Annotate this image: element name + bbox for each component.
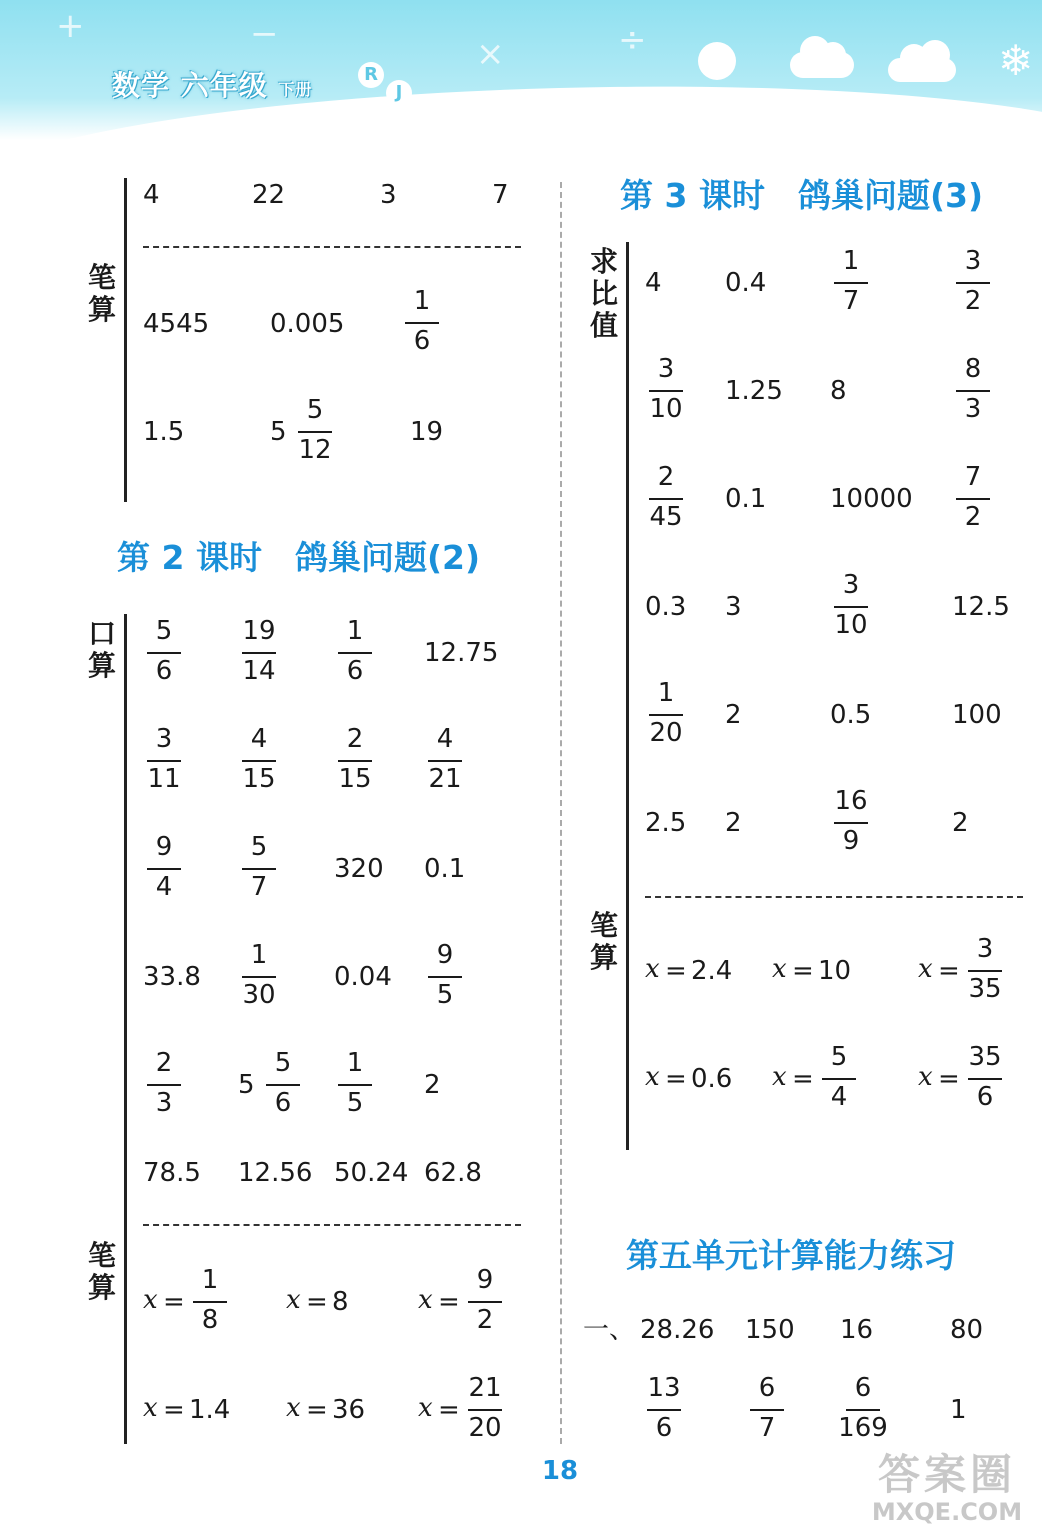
- equals-sign: =: [938, 956, 960, 986]
- denominator: 4: [830, 1082, 848, 1112]
- fraction-bar: [846, 1409, 880, 1411]
- numerator: 5: [830, 1042, 848, 1072]
- denominator: 30: [242, 980, 276, 1010]
- watermark-logo: [862, 1452, 1032, 1536]
- fraction: [948, 354, 998, 428]
- oral-calc-label: 口算: [87, 617, 116, 682]
- fraction: [139, 832, 189, 906]
- answer-value: 3: [725, 592, 742, 622]
- times-decoration-icon: ×: [476, 34, 505, 74]
- answer-value: 0.1: [424, 854, 466, 884]
- variable-x: x: [143, 1285, 158, 1315]
- denominator: 5: [346, 1088, 364, 1118]
- numerator: 9: [436, 940, 454, 970]
- denominator: 169: [838, 1413, 888, 1443]
- denominator: 3: [964, 394, 982, 424]
- numerator: 5: [306, 395, 324, 425]
- variable-x: x: [772, 954, 787, 984]
- fraction-bar: [147, 868, 181, 870]
- numerator: 1: [413, 286, 431, 316]
- whole-part: 5: [238, 1070, 255, 1100]
- numerator: 1: [250, 940, 268, 970]
- answer-value: 3: [380, 180, 397, 210]
- denominator: 6: [655, 1413, 673, 1443]
- equals-sign: =: [665, 956, 687, 986]
- answer-value: 50.24: [334, 1158, 409, 1188]
- fraction-bar: [242, 652, 276, 654]
- fraction: [139, 1048, 189, 1122]
- fraction: [330, 616, 380, 690]
- answer-value: 2.4: [691, 956, 733, 986]
- denominator: 6: [413, 326, 431, 356]
- lesson2-title: 第 2 课时 鸽巢问题(2): [117, 538, 481, 577]
- numerator: 1: [346, 616, 364, 646]
- numerator: 6: [854, 1373, 872, 1403]
- fraction-bar: [834, 606, 868, 608]
- numerator: 5: [155, 616, 173, 646]
- answer-value: 100: [952, 700, 1002, 730]
- fraction-bar: [428, 976, 462, 978]
- written-calc-label: 笔算: [589, 909, 618, 974]
- variable-x: x: [645, 1062, 660, 1092]
- fraction: [641, 354, 691, 428]
- answer-value: 80: [950, 1315, 984, 1345]
- equals-sign: =: [792, 1064, 814, 1094]
- fraction-bar: [147, 1084, 181, 1086]
- numerator: 3: [842, 570, 860, 600]
- answer-value: 8: [332, 1287, 349, 1317]
- fraction: [960, 1042, 1010, 1116]
- edition-badge-j: J: [386, 80, 412, 106]
- answer-value: 19: [410, 417, 444, 447]
- answer-value: 28.26: [640, 1315, 715, 1345]
- fraction-bar: [750, 1409, 784, 1411]
- equals-sign: =: [438, 1287, 460, 1317]
- fraction-bar: [647, 1409, 681, 1411]
- numerator: 7: [964, 462, 982, 492]
- fraction: [420, 724, 470, 798]
- denominator: 12: [298, 435, 332, 465]
- fraction: [826, 786, 876, 860]
- denominator: 15: [338, 764, 372, 794]
- numerator: 3: [155, 724, 173, 754]
- lesson3-title: 第 3 课时 鸽巢问题(3): [620, 176, 984, 215]
- fraction-bar: [956, 282, 990, 284]
- fraction-bar: [338, 1084, 372, 1086]
- denominator: 10: [834, 610, 868, 640]
- numerator: 4: [436, 724, 454, 754]
- section-rule: [124, 614, 127, 1444]
- written-calc-label: 笔算: [87, 261, 116, 326]
- numerator: 4: [250, 724, 268, 754]
- fraction-bar: [298, 431, 332, 433]
- fraction-bar: [242, 976, 276, 978]
- answer-value: 36: [332, 1395, 366, 1425]
- fraction: [234, 724, 284, 798]
- answer-value: 12.5: [952, 592, 1010, 622]
- denominator: 11: [147, 764, 181, 794]
- answer-value: 0.5: [830, 700, 872, 730]
- denominator: 7: [758, 1413, 776, 1443]
- variable-x: x: [418, 1393, 433, 1423]
- grade: 六年级: [180, 69, 268, 102]
- denominator: 20: [649, 718, 683, 748]
- numerator: 9: [476, 1265, 494, 1295]
- fraction-bar: [428, 760, 462, 762]
- fraction: [258, 1048, 308, 1122]
- fraction-bar: [968, 1078, 1002, 1080]
- denominator: 10: [649, 394, 683, 424]
- fraction-bar: [956, 390, 990, 392]
- fraction-bar: [193, 1301, 227, 1303]
- numerator: 16: [834, 786, 868, 816]
- answer-value: 4: [645, 268, 662, 298]
- column-divider: [560, 182, 562, 1444]
- fraction: [948, 462, 998, 536]
- answer-value: 0.4: [725, 268, 767, 298]
- answer-value: 4545: [143, 309, 210, 339]
- denominator: 7: [842, 286, 860, 316]
- snowflake-icon: ❄: [998, 36, 1034, 85]
- fraction-bar: [338, 652, 372, 654]
- fraction: [641, 678, 691, 752]
- answer-value: 4: [143, 180, 160, 210]
- denominator: 4: [155, 872, 173, 902]
- numerator: 8: [964, 354, 982, 384]
- book-title: [112, 64, 313, 104]
- answer-value: 0.1: [725, 484, 767, 514]
- variable-x: x: [418, 1285, 433, 1315]
- fraction: [641, 462, 691, 536]
- answer-value: 0.005: [270, 309, 345, 339]
- fraction: [742, 1373, 792, 1447]
- numerator: 1: [201, 1265, 219, 1295]
- numerator: 3: [657, 354, 675, 384]
- variable-x: x: [918, 954, 933, 984]
- answer-value: 0.6: [691, 1064, 733, 1094]
- answer-value: 16: [840, 1315, 874, 1345]
- whole-part: 5: [270, 417, 287, 447]
- fraction: [185, 1265, 235, 1339]
- variable-x: x: [918, 1062, 933, 1092]
- fraction: [234, 616, 284, 690]
- fraction-bar: [405, 322, 439, 324]
- fraction: [397, 286, 447, 360]
- section-rule: [124, 178, 127, 502]
- numerator: 21: [468, 1373, 502, 1403]
- numerator: 13: [647, 1373, 681, 1403]
- fraction: [948, 246, 998, 320]
- equals-sign: =: [938, 1064, 960, 1094]
- denominator: 6: [155, 656, 173, 686]
- numerator: 1: [657, 678, 675, 708]
- equals-sign: =: [438, 1395, 460, 1425]
- unit5-title: 第五单元计算能力练习: [626, 1236, 956, 1275]
- answer-value: 0.04: [334, 962, 392, 992]
- fraction-bar: [242, 760, 276, 762]
- answer-value: 10: [818, 956, 852, 986]
- subject: 数学: [112, 69, 171, 102]
- denominator: 21: [428, 764, 462, 794]
- answer-value: 12.56: [238, 1158, 313, 1188]
- fraction: [139, 616, 189, 690]
- denominator: 45: [649, 502, 683, 532]
- denominator: 20: [468, 1413, 502, 1443]
- answer-value: 2: [424, 1070, 441, 1100]
- variable-x: x: [286, 1393, 301, 1423]
- answer-value: 7: [492, 180, 509, 210]
- equals-sign: =: [792, 956, 814, 986]
- minus-decoration-icon: −: [250, 14, 279, 54]
- denominator: 7: [250, 872, 268, 902]
- cloud-icon: [888, 58, 956, 82]
- denominator: 2: [964, 502, 982, 532]
- fraction-bar: [649, 498, 683, 500]
- fraction: [826, 246, 876, 320]
- dashed-separator: [143, 246, 521, 248]
- fraction-bar: [822, 1078, 856, 1080]
- fraction-bar: [468, 1409, 502, 1411]
- numerator: 19: [242, 616, 276, 646]
- fraction-bar: [242, 868, 276, 870]
- fraction-bar: [968, 970, 1002, 972]
- answer-value: 1: [950, 1395, 967, 1425]
- fraction: [234, 940, 284, 1014]
- denominator: 15: [242, 764, 276, 794]
- numerator: 2: [346, 724, 364, 754]
- cloud-icon: [790, 52, 854, 78]
- fraction-bar: [468, 1301, 502, 1303]
- denominator: 3: [155, 1088, 173, 1118]
- denominator: 2: [476, 1305, 494, 1335]
- fraction: [460, 1373, 510, 1447]
- answer-value: 150: [745, 1315, 795, 1345]
- denominator: 6: [346, 656, 364, 686]
- answer-value: 10000: [830, 484, 913, 514]
- fraction: [960, 934, 1010, 1008]
- fraction: [139, 724, 189, 798]
- answer-value: 2.5: [645, 808, 687, 838]
- fraction-bar: [147, 652, 181, 654]
- watermark-text: 答案圈: [877, 1450, 1016, 1499]
- fraction-bar: [834, 822, 868, 824]
- answer-value: 62.8: [424, 1158, 482, 1188]
- fraction-bar: [147, 760, 181, 762]
- equals-sign: =: [306, 1395, 328, 1425]
- fraction-bar: [266, 1084, 300, 1086]
- numerator: 9: [155, 832, 173, 862]
- variable-x: x: [286, 1285, 301, 1315]
- answer-value: 22: [252, 180, 286, 210]
- fraction: [330, 724, 380, 798]
- numerator: 3: [976, 934, 994, 964]
- fraction: [639, 1373, 689, 1447]
- denominator: 9: [842, 826, 860, 856]
- fraction-bar: [649, 390, 683, 392]
- fraction: [814, 1042, 864, 1116]
- ratio-label: 求比值: [589, 245, 618, 342]
- fraction-bar: [338, 760, 372, 762]
- written-calc-label: 笔算: [87, 1239, 116, 1304]
- variable-x: x: [772, 1062, 787, 1092]
- sun-icon: [698, 42, 736, 80]
- numerator: 1: [346, 1048, 364, 1078]
- answer-value: 2: [725, 700, 742, 730]
- answer-value: 2: [952, 808, 969, 838]
- fraction: [838, 1373, 888, 1447]
- dashed-separator: [645, 896, 1023, 898]
- dashed-separator: [143, 1224, 521, 1226]
- divide-decoration-icon: ÷: [618, 20, 647, 60]
- numerator: 2: [657, 462, 675, 492]
- denominator: 8: [201, 1305, 219, 1335]
- variable-x: x: [143, 1393, 158, 1423]
- answer-value: 1.25: [725, 376, 783, 406]
- numerator: 1: [842, 246, 860, 276]
- answer-value: 8: [830, 376, 847, 406]
- numerator: 5: [250, 832, 268, 862]
- numerator: 3: [964, 246, 982, 276]
- denominator: 14: [242, 656, 276, 686]
- fraction: [330, 1048, 380, 1122]
- equals-sign: =: [665, 1064, 687, 1094]
- answer-value: 2: [725, 808, 742, 838]
- equals-sign: =: [163, 1287, 185, 1317]
- fraction: [826, 570, 876, 644]
- fraction-bar: [956, 498, 990, 500]
- question-number: 一、: [583, 1315, 636, 1345]
- denominator: 35: [968, 974, 1002, 1004]
- equals-sign: =: [163, 1395, 185, 1425]
- fraction: [460, 1265, 510, 1339]
- numerator: 35: [968, 1042, 1002, 1072]
- fraction: [234, 832, 284, 906]
- numerator: 5: [274, 1048, 292, 1078]
- section-rule: [626, 242, 629, 1150]
- answer-value: 1.5: [143, 417, 185, 447]
- page-number: 18: [541, 1456, 579, 1486]
- denominator: 6: [976, 1082, 994, 1112]
- answer-value: 33.8: [143, 962, 201, 992]
- plus-decoration-icon: +: [56, 6, 85, 46]
- equals-sign: =: [306, 1287, 328, 1317]
- denominator: 6: [274, 1088, 292, 1118]
- fraction-bar: [834, 282, 868, 284]
- answer-value: 0.3: [645, 592, 687, 622]
- edition-badge-r: R: [358, 62, 384, 88]
- answer-value: 1.4: [189, 1395, 231, 1425]
- fraction: [420, 940, 470, 1014]
- answer-value: 320: [334, 854, 384, 884]
- numerator: 2: [155, 1048, 173, 1078]
- answer-value: 78.5: [143, 1158, 201, 1188]
- answer-value: 12.75: [424, 638, 499, 668]
- denominator: 2: [964, 286, 982, 316]
- fraction: [290, 395, 340, 469]
- denominator: 5: [436, 980, 454, 1010]
- numerator: 6: [758, 1373, 776, 1403]
- variable-x: x: [645, 954, 660, 984]
- watermark-url: MXQE.COM: [871, 1498, 1023, 1526]
- volume: 下册: [278, 80, 313, 99]
- fraction-bar: [649, 714, 683, 716]
